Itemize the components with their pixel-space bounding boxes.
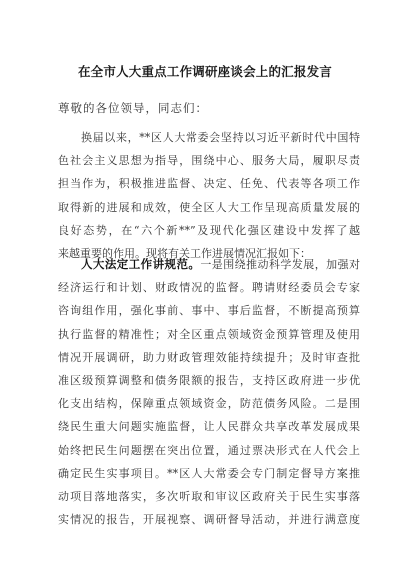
section-heading: 人大法定工作讲规范。 xyxy=(81,257,201,271)
paragraph-legal-work xyxy=(58,253,360,531)
paragraph-line-rest: 一是围绕推动科学发展，加强对 xyxy=(200,258,361,271)
salutation: 尊敬的各位领导，同志们： xyxy=(58,101,208,115)
paragraph-line: 化支出结构，保障重点领域资金，防范债务风险。二是围 xyxy=(58,397,360,411)
document-title: 在全市人大重点工作调研座谈会上的汇报发言 xyxy=(77,64,332,79)
paragraph-line: 良好态势，在“六个新**”及现代化强区建设中发挥了越 xyxy=(58,223,360,237)
paragraph-line: 确定民生实事项目。**区人大常委会专门制定督导方案推 xyxy=(58,466,360,480)
paragraph-line: 色社会主义思想为指导，围绕中心、服务大局，履职尽责 xyxy=(58,154,360,168)
paragraph-line: 来越重要的作用。现将有关工作进展情况汇报如下： xyxy=(58,246,311,260)
paragraph-line: 情况开展调研，助力财政管理效能持续提升；及时审查批 xyxy=(58,350,360,364)
paragraph-line: 执行监督的精准性；对全区重点领域资金预算管理及使用 xyxy=(58,327,360,341)
paragraph-line: 绕民生重大问题实施监督，让人民群众共享改革发展成果 xyxy=(58,420,360,434)
paragraph-line: 换届以来，**区人大常委会坚持以习近平新时代中国特 xyxy=(81,131,360,144)
paragraph-line: 取得新的进展和成效，使全区人大工作呈现高质量发展的 xyxy=(58,200,360,214)
paragraph-line: 实情况的报告，开展视察、调研督导活动，并进行满意度 xyxy=(58,513,360,527)
paragraph-intro xyxy=(58,126,360,265)
paragraph-line: 始终把民生问题摆在突出位置，通过票决形式在人代会上 xyxy=(58,443,360,457)
paragraph-line: 咨询组作用，强化事前、事中、事后监督，不断提高预算 xyxy=(58,304,360,318)
paragraph-line: 准区级预算调整和债务限额的报告，支持区政府进一步优 xyxy=(58,373,360,387)
paragraph-first-line xyxy=(58,253,360,276)
paragraph-line: 经济运行和计划、财政情况的监督。聘请财经委员会专家 xyxy=(58,281,360,295)
paragraph-line: 担当作为，积极推进监督、决定、任免、代表等各项工作 xyxy=(58,177,360,191)
paragraph-line: 动项目落地落实，多次听取和审议区政府关于民生实事落 xyxy=(58,489,360,503)
